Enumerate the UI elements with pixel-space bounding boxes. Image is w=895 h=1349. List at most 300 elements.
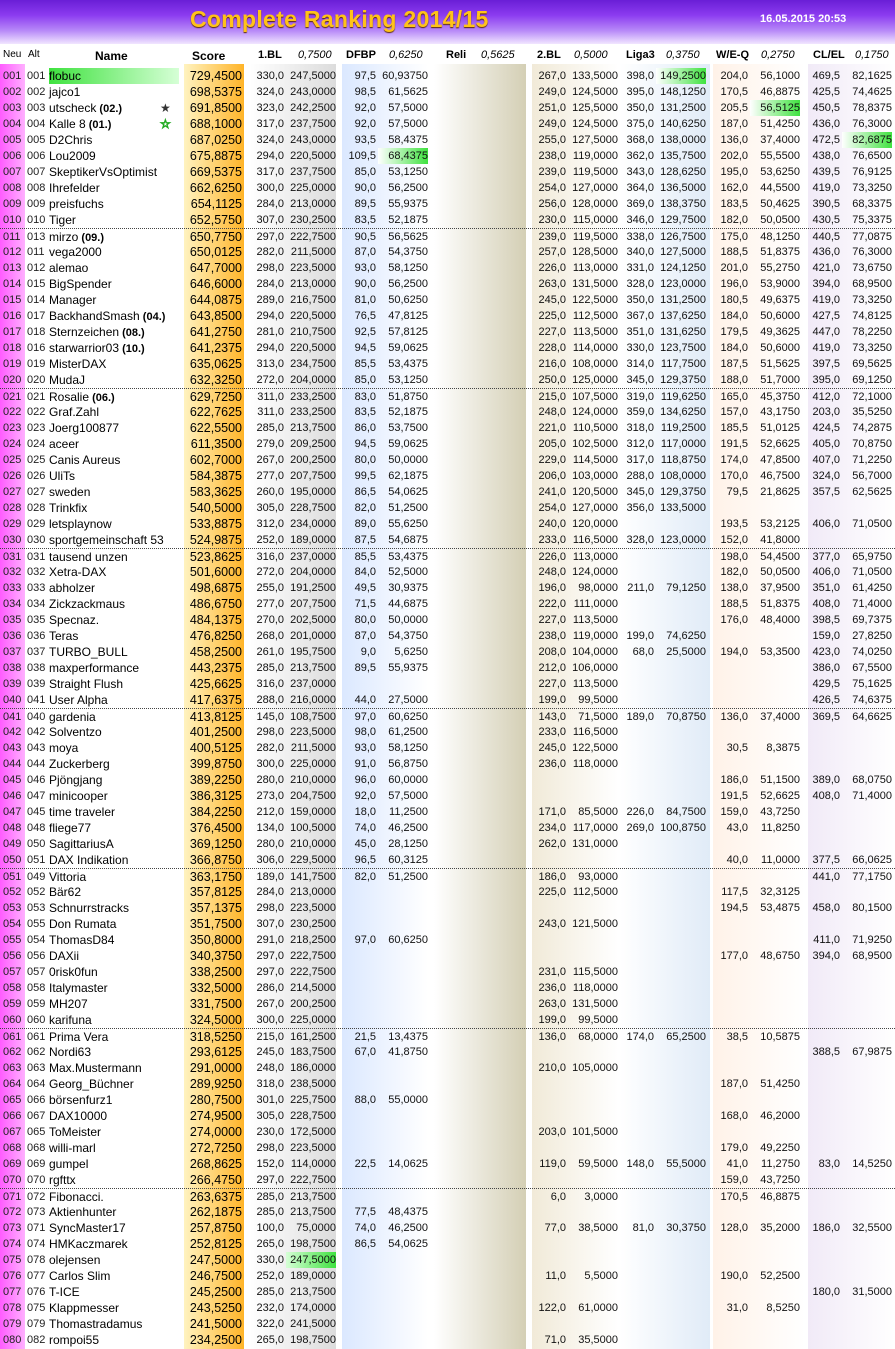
liga3-points: 350,0 — [626, 102, 654, 114]
dfbp-weighted: 60,0000 — [388, 774, 428, 786]
weq-weighted: 56,1000 — [760, 70, 800, 82]
player-name — [49, 900, 179, 916]
rank-old: 019 — [27, 358, 46, 370]
weq-weighted: 51,4250 — [760, 118, 800, 130]
rank-new: 003 — [3, 102, 22, 114]
clel-weighted: 35,5250 — [852, 406, 892, 418]
rank-old: 051 — [27, 854, 46, 866]
bl1-weighted: 222,7500 — [290, 966, 336, 978]
rank-new: 037 — [3, 646, 22, 658]
clel-points: 472,5 — [812, 134, 840, 146]
total-score: 644,0875 — [189, 293, 242, 307]
bl1-points: 282,0 — [256, 742, 284, 754]
rank-old: 031 — [27, 551, 46, 563]
dfbp-weighted: 51,2500 — [388, 871, 428, 883]
player-name — [49, 1124, 179, 1140]
dfbp-points: 93,5 — [354, 134, 376, 146]
weq-weighted: 55,2750 — [760, 262, 800, 274]
dfbp-points: 76,5 — [354, 310, 376, 322]
rank-new: 057 — [3, 966, 22, 978]
player-name — [49, 612, 179, 628]
weq-weighted: 48,4000 — [760, 614, 800, 626]
bl2-points: 231,0 — [538, 966, 566, 978]
player-name — [49, 340, 179, 357]
rank-new: 020 — [3, 374, 22, 386]
dfbp-points: 89,5 — [354, 662, 376, 674]
weq-weighted: 44,5500 — [760, 182, 800, 194]
dfbp-points: 90,0 — [354, 182, 376, 194]
bl2-points: 263,0 — [538, 278, 566, 290]
total-score: 234,2500 — [189, 1333, 242, 1347]
bl1-points: 230,0 — [256, 1126, 284, 1138]
bl1-points: 316,0 — [256, 678, 284, 690]
rank-old: 061 — [27, 1031, 46, 1043]
bl1-points: 282,0 — [256, 246, 284, 258]
total-score: 363,1750 — [189, 870, 242, 884]
clel-points: 389,0 — [812, 774, 840, 786]
total-score: 293,6125 — [189, 1045, 242, 1059]
player-name-text: Carlos Slim — [49, 1269, 111, 1283]
bl1-weighted: 159,0000 — [290, 806, 336, 818]
clel-points: 203,0 — [812, 406, 840, 418]
weq-points: 193,5 — [720, 518, 748, 530]
rank-new: 017 — [3, 326, 22, 338]
bl2-weighted: 122,5000 — [572, 294, 618, 306]
bl2-weighted: 99,5000 — [578, 694, 618, 706]
dfbp-points: 109,5 — [348, 150, 376, 162]
table-row — [0, 676, 895, 692]
bl1-points: 307,0 — [256, 918, 284, 930]
dfbp-points: 81,0 — [354, 294, 376, 306]
player-name — [49, 1156, 179, 1172]
total-score: 351,7500 — [189, 917, 242, 931]
previous-title-mark: (08.) — [119, 327, 145, 339]
rank-old: 029 — [27, 518, 46, 530]
bl1-points: 297,0 — [256, 1174, 284, 1186]
rank-new: 010 — [3, 214, 22, 226]
rank-new: 038 — [3, 662, 22, 674]
dfbp-points: 92,5 — [354, 326, 376, 338]
bl1-points: 305,0 — [256, 502, 284, 514]
dfbp-weighted: 56,2500 — [388, 182, 428, 194]
bl1-points: 279,0 — [256, 438, 284, 450]
weq-points: 157,0 — [720, 406, 748, 418]
rank-new: 024 — [3, 438, 22, 450]
clel-points: 398,5 — [812, 614, 840, 626]
clel-points: 357,5 — [812, 486, 840, 498]
weq-points: 31,0 — [726, 1302, 748, 1314]
bl1-points: 306,0 — [256, 854, 284, 866]
rank-new: 077 — [3, 1286, 22, 1298]
table-row — [0, 1268, 895, 1284]
rank-new: 015 — [3, 294, 22, 306]
rank-new: 064 — [3, 1078, 22, 1090]
player-name-text: Trinkfix — [49, 501, 88, 515]
bl1-weighted: 247,5000 — [290, 70, 336, 82]
dfbp-weighted: 57,5000 — [388, 102, 428, 114]
dfbp-weighted: 60,6250 — [388, 934, 428, 946]
table-row — [0, 596, 895, 612]
weq-weighted: 53,2125 — [760, 518, 800, 530]
bl1-points: 280,0 — [256, 774, 284, 786]
weq-points: 180,5 — [720, 294, 748, 306]
player-name — [49, 804, 179, 820]
rank-old: 039 — [27, 678, 46, 690]
table-row — [0, 84, 895, 100]
weq-points: 182,0 — [720, 566, 748, 578]
clel-points: 438,0 — [812, 150, 840, 162]
rank-new: 011 — [3, 231, 21, 243]
liga3-points: 269,0 — [626, 822, 654, 834]
weq-weighted: 50,4625 — [760, 198, 800, 210]
total-score: 443,2375 — [189, 661, 242, 675]
bl2-weighted: 116,5000 — [572, 534, 618, 546]
bl1-points: 284,0 — [256, 278, 284, 290]
liga3-points: 199,0 — [626, 630, 654, 642]
bl2-weighted: 128,0000 — [572, 198, 618, 210]
weq-weighted: 43,1750 — [760, 406, 800, 418]
weq-weighted: 41,8000 — [760, 534, 800, 546]
total-score: 389,2250 — [189, 773, 242, 787]
clel-weighted: 73,3250 — [852, 182, 892, 194]
weq-points: 117,5 — [721, 886, 748, 898]
table-row — [0, 1220, 895, 1236]
dfbp-weighted: 48,4375 — [388, 1206, 428, 1218]
clel-points: 83,0 — [818, 1158, 840, 1170]
clel-weighted: 73,6750 — [852, 262, 892, 274]
bl1-weighted: 161,2500 — [290, 1031, 336, 1043]
weq-points: 186,0 — [720, 774, 748, 786]
clel-weighted: 71,4000 — [852, 598, 892, 610]
total-score: 274,0000 — [189, 1125, 242, 1139]
total-score: 401,2500 — [189, 725, 242, 739]
rank-old: 075 — [27, 1302, 46, 1314]
total-score: 425,6625 — [189, 677, 242, 691]
dfbp-weighted: 54,3750 — [388, 630, 428, 642]
bl1-weighted: 213,7500 — [290, 1286, 336, 1298]
clel-weighted: 76,6500 — [852, 150, 892, 162]
header-score: Score — [192, 49, 226, 63]
player-name — [49, 1012, 179, 1028]
clel-weighted: 76,9125 — [852, 166, 892, 178]
table-row — [0, 1124, 895, 1140]
weq-points: 195,0 — [720, 166, 748, 178]
timestamp: 16.05.2015 20:53 — [760, 13, 847, 25]
weq-points: 202,0 — [720, 150, 748, 162]
rank-new: 062 — [3, 1046, 22, 1058]
clel-weighted: 74,0250 — [852, 646, 892, 658]
bl1-weighted: 191,2500 — [290, 582, 336, 594]
bl2-weighted: 127,0000 — [572, 502, 618, 514]
bl1-points: 286,0 — [256, 982, 284, 994]
total-score: 632,3250 — [189, 373, 242, 387]
table-row — [0, 148, 895, 164]
bl1-weighted: 213,7500 — [290, 1206, 336, 1218]
liga3-points: 351,0 — [626, 326, 654, 338]
clel-weighted: 66,0625 — [852, 854, 892, 866]
bl1-points: 318,0 — [256, 1078, 284, 1090]
bl1-weighted: 207,7500 — [290, 470, 336, 482]
bl2-weighted: 68,0000 — [578, 1031, 618, 1043]
player-name-text: sportgemeinschaft 53 — [49, 533, 164, 547]
bl2-weighted: 110,5000 — [572, 422, 618, 434]
player-name — [49, 436, 179, 452]
bl1-weighted: 228,7500 — [290, 502, 336, 514]
liga3-weighted: 140,6250 — [660, 118, 706, 130]
dfbp-points: 98,5 — [354, 86, 376, 98]
table-row — [0, 260, 895, 276]
clel-points: 406,0 — [812, 566, 840, 578]
bl1-points: 330,0 — [256, 70, 284, 82]
bl1-weighted: 213,7500 — [290, 1191, 336, 1203]
rank-old: 018 — [27, 326, 46, 338]
liga3-points: 81,0 — [632, 1222, 654, 1234]
total-score: 257,8750 — [189, 1221, 242, 1235]
player-name-text: DAXii — [49, 949, 80, 963]
rank-old: 012 — [27, 262, 46, 274]
dfbp-points: 97,5 — [354, 70, 376, 82]
bl1-points: 317,0 — [256, 166, 284, 178]
liga3-points: 314,0 — [626, 358, 654, 370]
player-name-text: abholzer — [49, 581, 96, 595]
player-name-text: Xetra-DAX — [49, 565, 107, 579]
dfbp-points: 93,0 — [354, 262, 376, 274]
bl2-points: 250,0 — [538, 374, 566, 386]
total-score: 413,8125 — [189, 710, 242, 724]
table-row — [0, 1332, 895, 1348]
clel-points: 324,0 — [812, 470, 840, 482]
clel-points: 426,5 — [812, 694, 840, 706]
dfbp-points: 83,0 — [354, 391, 376, 403]
previous-title-mark: (09.) — [78, 232, 105, 244]
player-name-text: Teras — [49, 629, 79, 643]
player-name-text: Zuckerberg — [49, 757, 110, 771]
rank-old: 025 — [27, 454, 46, 466]
rank-new: 049 — [3, 838, 22, 850]
bl2-points: 143,0 — [538, 711, 566, 723]
clel-weighted: 67,9875 — [852, 1046, 892, 1058]
weq-points: 205,5 — [720, 102, 748, 114]
bl2-weighted: 124,5000 — [572, 118, 618, 130]
bl2-weighted: 113,5000 — [572, 614, 618, 626]
dfbp-points: 74,0 — [354, 822, 376, 834]
table-row — [0, 516, 895, 532]
player-name — [49, 1204, 179, 1220]
clel-points: 397,5 — [812, 358, 840, 370]
player-name — [49, 148, 179, 164]
bl2-points: 233,0 — [538, 726, 566, 738]
bl1-weighted: 204,7500 — [290, 790, 336, 802]
rank-old: 077 — [27, 1270, 46, 1282]
liga3-weighted: 129,7500 — [660, 214, 706, 226]
bl1-weighted: 223,5000 — [290, 262, 336, 274]
bl1-points: 316,0 — [256, 551, 284, 563]
black-star-icon: ★ — [160, 101, 171, 115]
weq-weighted: 51,5625 — [760, 358, 800, 370]
dfbp-weighted: 55,6250 — [388, 518, 428, 530]
rank-old: 014 — [27, 294, 46, 306]
bl1-weighted: 225,0000 — [290, 758, 336, 770]
weq-points: 176,0 — [720, 614, 748, 626]
table-row — [0, 500, 895, 516]
bl1-points: 272,0 — [256, 566, 284, 578]
total-score: 338,2500 — [189, 965, 242, 979]
bl2-points: 236,0 — [538, 982, 566, 994]
clel-weighted: 68,3375 — [852, 198, 892, 210]
bl1-points: 273,0 — [256, 790, 284, 802]
dfbp-points: 83,5 — [354, 214, 376, 226]
rank-old: 003 — [27, 102, 46, 114]
bl1-weighted: 228,7500 — [290, 1110, 336, 1122]
bl2-points: 199,0 — [538, 1014, 566, 1026]
player-name — [49, 1172, 179, 1188]
table-row — [0, 740, 895, 756]
player-name-text: minicooper — [49, 789, 108, 803]
bl1-points: 300,0 — [256, 182, 284, 194]
bl2-points: 210,0 — [538, 1062, 566, 1074]
weq-points: 175,0 — [720, 231, 748, 243]
header-dfbp: DFBP — [346, 49, 376, 61]
player-name — [49, 308, 179, 325]
weq-points: 162,0 — [720, 182, 748, 194]
total-score: 376,4500 — [189, 821, 242, 835]
total-score: 523,8625 — [189, 550, 242, 564]
bl2-points: 263,0 — [538, 998, 566, 1010]
rank-new: 014 — [3, 278, 22, 290]
dfbp-points: 94,5 — [354, 342, 376, 354]
weq-weighted: 53,9000 — [760, 278, 800, 290]
player-name-text: UliTs — [49, 469, 75, 483]
table-row — [0, 404, 895, 420]
table-row — [0, 900, 895, 916]
total-score: 263,6375 — [189, 1190, 242, 1204]
bl1-points: 285,0 — [256, 1206, 284, 1218]
bl1-points: 232,0 — [256, 1302, 284, 1314]
bl2-points: 136,0 — [538, 1031, 566, 1043]
weq-weighted: 35,2000 — [760, 1222, 800, 1234]
rank-old: 020 — [27, 374, 46, 386]
total-score: 458,2500 — [189, 645, 242, 659]
rank-new: 004 — [3, 118, 22, 130]
bl2-points: 262,0 — [538, 838, 566, 850]
player-name-text: maxperformance — [49, 661, 140, 675]
weq-weighted: 11,8250 — [761, 822, 800, 834]
weq-points: 128,0 — [720, 1222, 748, 1234]
rank-new: 065 — [3, 1094, 22, 1106]
rank-old: 023 — [27, 422, 46, 434]
player-name — [49, 180, 179, 196]
bl1-weighted: 207,7500 — [290, 598, 336, 610]
weq-weighted: 51,0125 — [760, 422, 800, 434]
rank-old: 005 — [27, 134, 46, 146]
table-row — [0, 948, 895, 964]
bl2-weighted: 108,0000 — [572, 358, 618, 370]
player-name — [49, 852, 179, 868]
bl2-points: 122,0 — [538, 1302, 566, 1314]
bl1-points: 255,0 — [256, 582, 284, 594]
rank-old: 027 — [27, 486, 46, 498]
weq-weighted: 55,5500 — [760, 150, 800, 162]
bl2-weighted: 115,0000 — [572, 214, 618, 226]
weq-weighted: 32,3125 — [760, 886, 800, 898]
table-row — [0, 532, 895, 548]
player-name-text: HMKaczmarek — [49, 1237, 128, 1251]
bl1-points: 248,0 — [256, 1062, 284, 1074]
total-score: 629,7250 — [189, 390, 242, 404]
table-row — [0, 1108, 895, 1124]
rank-old: 050 — [27, 838, 46, 850]
total-score: 399,8750 — [189, 757, 242, 771]
bl1-weighted: 189,0000 — [290, 1270, 336, 1282]
bl2-points: 229,0 — [538, 454, 566, 466]
rank-new: 031 — [3, 551, 22, 563]
clel-weighted: 68,9500 — [852, 950, 892, 962]
player-name — [49, 772, 179, 788]
weq-points: 198,0 — [720, 551, 748, 563]
player-name-text: Solventzo — [49, 725, 102, 739]
dfbp-points: 44,0 — [354, 694, 376, 706]
rank-old: 066 — [27, 1094, 46, 1106]
bl1-points: 284,0 — [256, 886, 284, 898]
rank-old: 060 — [27, 1014, 46, 1026]
rank-new: 046 — [3, 790, 22, 802]
player-name — [49, 484, 179, 500]
weq-points: 43,0 — [726, 822, 748, 834]
liga3-points: 312,0 — [626, 438, 654, 450]
table-row — [0, 692, 895, 708]
clel-points: 429,5 — [812, 678, 840, 690]
liga3-weighted: 123,0000 — [660, 534, 706, 546]
rank-old: 030 — [27, 534, 46, 546]
bl1-points: 284,0 — [256, 198, 284, 210]
liga3-points: 398,0 — [626, 70, 654, 82]
bl1-points: 305,0 — [256, 1110, 284, 1122]
header-weq: W/E-Q — [716, 49, 749, 61]
liga3-points: 364,0 — [626, 182, 654, 194]
total-score: 289,9250 — [189, 1077, 242, 1091]
weq-weighted: 56,5125 — [750, 100, 800, 116]
weq-points: 183,5 — [720, 198, 748, 210]
bl2-weighted: 124,0000 — [572, 406, 618, 418]
bl2-weighted: 131,0000 — [572, 838, 618, 850]
bl1-weighted: 223,5000 — [290, 902, 336, 914]
total-score: 647,7000 — [189, 261, 242, 275]
dfbp-weighted: 59,0625 — [388, 438, 428, 450]
weq-weighted: 37,9500 — [760, 582, 800, 594]
header-neu: Neu — [3, 49, 22, 60]
clel-weighted: 69,1250 — [852, 374, 892, 386]
rank-new: 041 — [3, 711, 22, 723]
clel-points: 411,0 — [813, 934, 840, 946]
rank-old: 068 — [27, 1142, 46, 1154]
bl2-weighted: 119,0000 — [572, 150, 618, 162]
liga3-weighted: 117,7500 — [660, 358, 706, 370]
rank-old: 022 — [27, 406, 46, 418]
player-name-text: MisterDAX — [49, 357, 107, 371]
player-name — [49, 756, 179, 772]
table-row — [0, 964, 895, 980]
dfbp-weighted: 47,8125 — [388, 310, 428, 322]
table-row — [0, 628, 895, 644]
liga3-weighted: 129,3750 — [660, 486, 706, 498]
bl2-points: 254,0 — [538, 502, 566, 514]
liga3-weighted: 131,2500 — [660, 294, 706, 306]
table-row — [0, 164, 895, 180]
bl1-weighted: 230,2500 — [290, 918, 336, 930]
bl2-points: 119,0 — [539, 1158, 566, 1170]
rank-old: 006 — [27, 150, 46, 162]
player-name-text: rompoi55 — [49, 1333, 100, 1347]
